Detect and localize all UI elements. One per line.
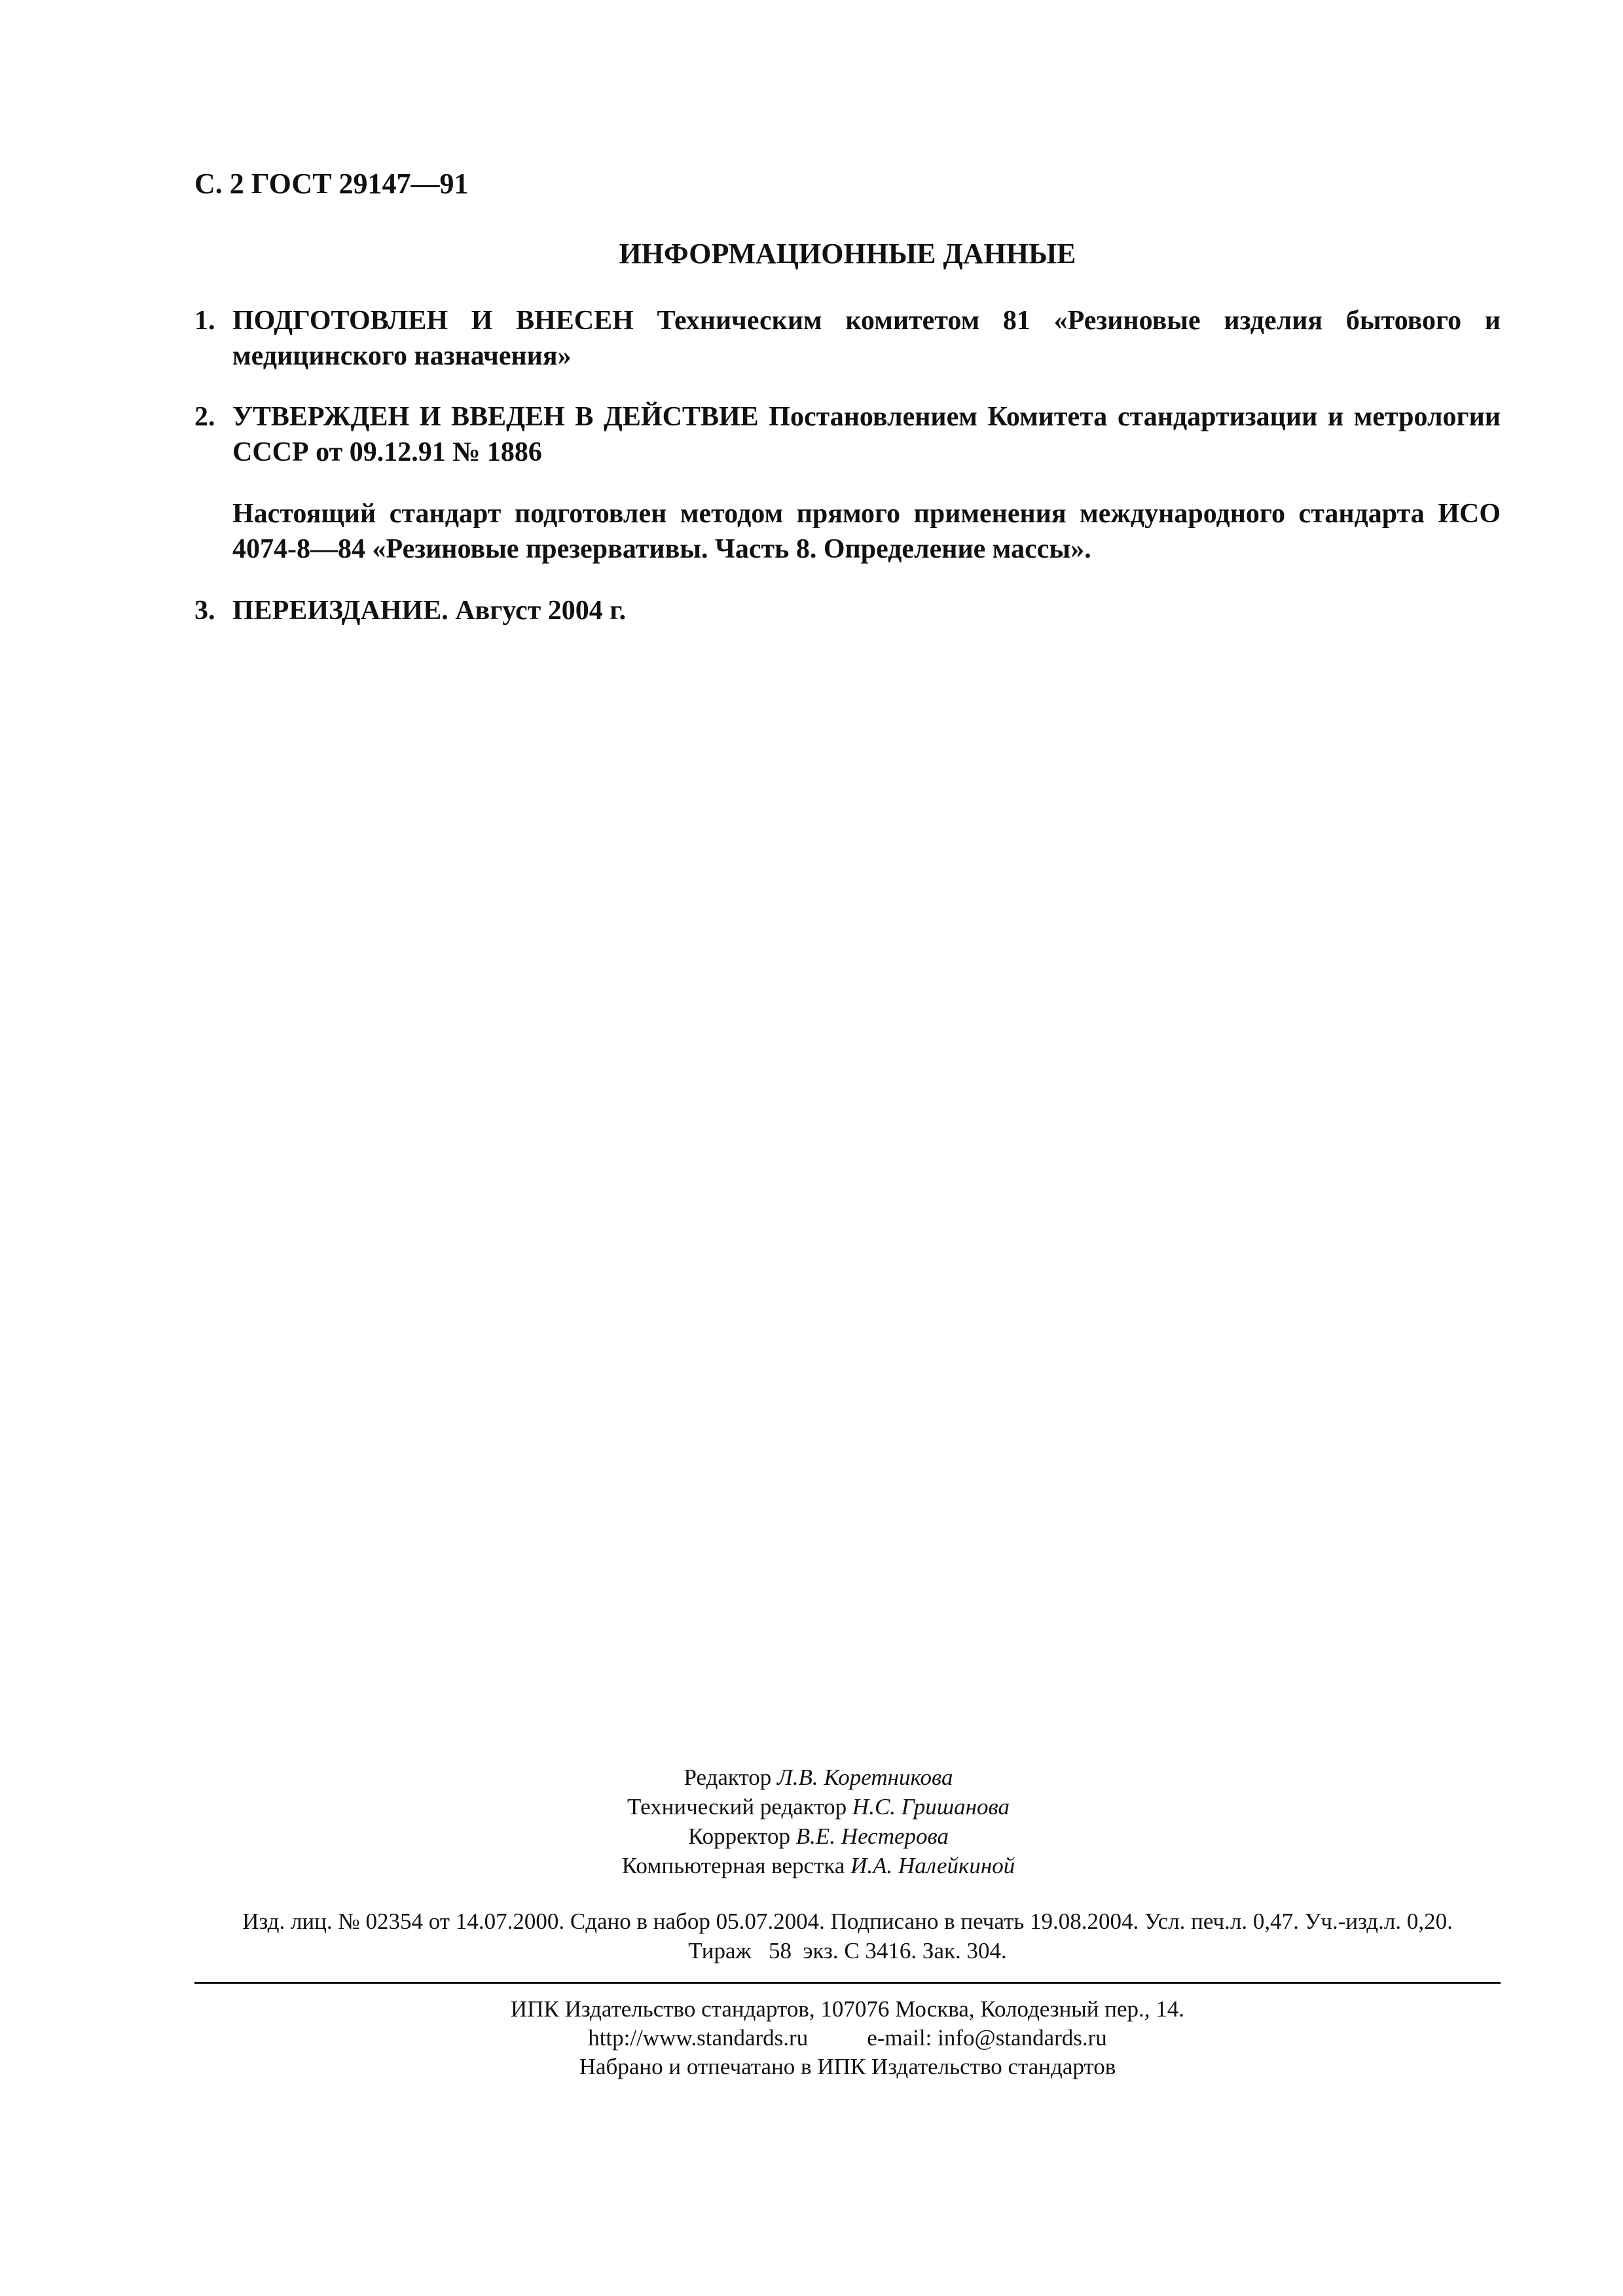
credit-role: Корректор [688,1823,791,1849]
imprint-line-2: Тираж 58 экз. С 3416. Зак. 304. [688,1938,1007,1964]
item-number: 3. [194,596,215,626]
publisher-address: ИПК Издательство стандартов, 107076 Москва, Колодезный пер., 14. [510,1996,1185,2022]
credit-name: И.А. Налейкиной [850,1853,1015,1878]
page-header: С. 2 ГОСТ 29147—91 [194,168,469,200]
credit-role: Технический редактор [627,1794,847,1820]
publisher-printed: Набрано и отпечатано в ИПК Издательство стандартов [579,2054,1116,2079]
credit-proofreader [589,1821,1048,1851]
publisher-website[interactable]: http://www.standards.ru [588,2025,809,2051]
publisher-contacts [194,2024,1501,2053]
item-text: ПОДГОТОВЛЕН И ВНЕСЕН Техническим комитетом 81 «Резиновые изделия бытового и медицинского назначения» [232,306,1501,371]
editorial-credits [589,1763,1048,1880]
item-number: 1. [194,306,215,336]
standard-note [194,496,1501,567]
section-title: ИНФОРМАЦИОННЫЕ ДАННЫЕ [619,238,1076,270]
note-text: Настоящий стандарт подготовлен методом прямого применения международного стандарта ИСО 4074-8—84 «Резиновые презервативы. Часть 8. Определение массы». [232,499,1501,564]
info-item-3 [194,593,1501,628]
credit-layout [589,1851,1048,1880]
print-imprint [194,1907,1501,1965]
imprint-line-1: Изд. лиц. № 02354 от 14.07.2000. Сдано в набор 05.07.2004. Подписано в печать 19.08.2004. Усл. печ.л. 0,47. Уч.-изд.л. 0,20. [242,1909,1453,1934]
credit-role: Компьютерная верстка [621,1853,845,1878]
publisher-email[interactable]: e-mail: info@standards.ru [867,2025,1107,2051]
publisher-info [194,1995,1501,2081]
divider-line [194,1982,1501,1984]
credit-name: Н.С. Гришанова [852,1794,1010,1820]
credit-editor [589,1763,1048,1792]
info-item-2 [194,399,1501,470]
credit-name: Л.В. Коретникова [777,1765,953,1790]
item-text: ПЕРЕИЗДАНИЕ. Август 2004 г. [232,596,627,626]
credit-role: Редактор [684,1765,772,1790]
credit-technical-editor [589,1792,1048,1821]
credit-name: В.Е. Нестерова [795,1823,949,1849]
info-item-1 [194,303,1501,374]
item-number: 2. [194,402,215,432]
item-text: УТВЕРЖДЕН И ВВЕДЕН В ДЕЙСТВИЕ Постановлением Комитета стандартизации и метрологии СССР от 09.12.91 № 1886 [232,402,1501,467]
